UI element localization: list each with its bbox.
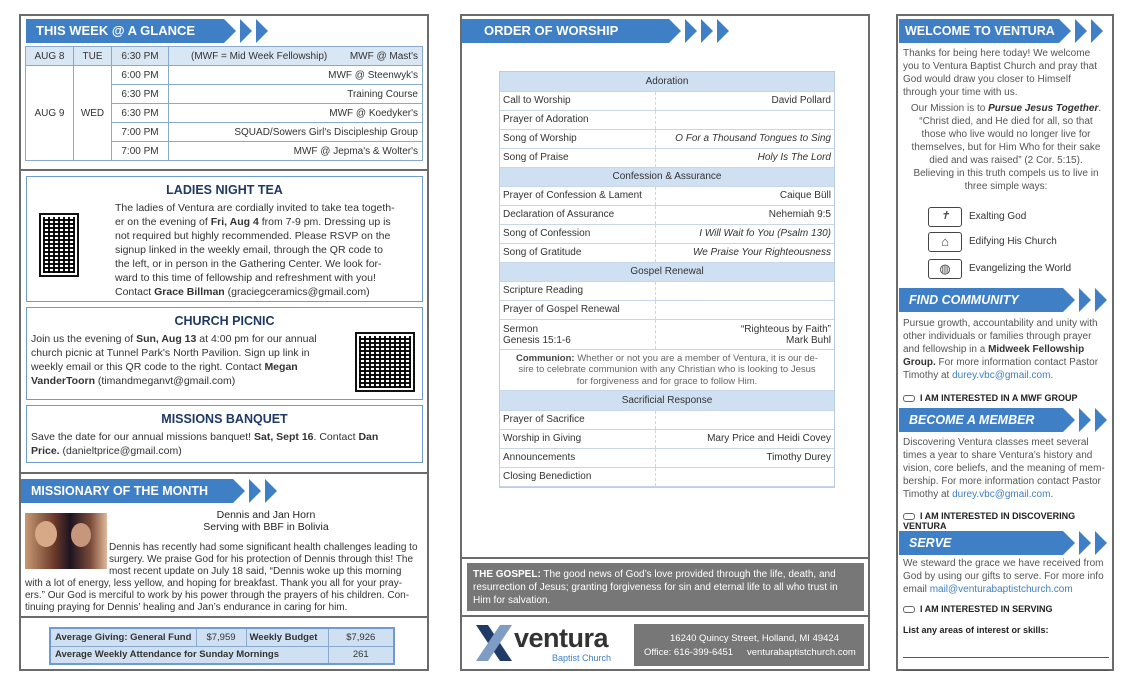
element-label: Prayer of Adoration	[500, 110, 655, 129]
ladies-tea-text	[115, 201, 420, 299]
text-span: at 4:00 pm for our annual	[196, 333, 317, 345]
contact-name: Dan	[358, 431, 379, 443]
time-cell: 6:00 PM	[112, 66, 169, 85]
ladies-tea-title: LADIES NIGHT TEA	[166, 183, 283, 197]
sermon-title: “Righteous by Faith”	[740, 323, 831, 335]
community-text	[903, 317, 1113, 382]
worship-title: ORDER OF WORSHIP	[484, 23, 619, 38]
text-span: For more information contact Pastor	[935, 357, 1099, 368]
text-line	[900, 102, 1112, 115]
table-row	[26, 47, 423, 66]
chevron-icon	[717, 19, 729, 43]
section-title: Confession & Assurance	[500, 167, 834, 186]
banquet-box	[26, 405, 423, 463]
missionary-name: Dennis and Jan Horn	[216, 509, 316, 521]
member-header	[899, 408, 1063, 432]
ventura-x-icon	[472, 621, 516, 665]
banquet-text	[31, 430, 416, 458]
chevron-icon	[233, 479, 245, 503]
logo-wordmark: ventura	[514, 623, 609, 653]
qr-code-icon[interactable]	[355, 332, 415, 392]
text-line: with a lot of energy, less yellow, and hoping for breakfast. Thank you all for your pray-	[25, 578, 403, 589]
worship-table	[500, 72, 834, 320]
picnic-title: CHURCH PICNIC	[174, 314, 275, 328]
text-span: from 7-9 pm. Dressing up is	[258, 216, 391, 228]
text-span: er on the evening of	[115, 216, 211, 228]
communion-note	[500, 350, 834, 392]
mwf-interest-checkbox[interactable]	[903, 393, 1078, 403]
worship-row	[500, 429, 834, 448]
middle-panel	[460, 14, 870, 671]
event-cell: MWF @ Steenwyk's	[169, 66, 423, 85]
chevron-icon	[1059, 19, 1071, 43]
text-span: . Contact	[313, 431, 359, 443]
time-cell: 6:30 PM	[112, 104, 169, 123]
text-line	[903, 583, 1113, 596]
email-link[interactable]: durey.vbc@gmail.com	[952, 370, 1051, 381]
missionary-text	[25, 542, 425, 614]
text-line: signup linked in the weekly email, through the QR code to	[115, 244, 383, 256]
checkbox-icon[interactable]	[903, 606, 915, 613]
worship-row	[500, 224, 834, 243]
member-title: BECOME A MEMBER	[909, 413, 1035, 427]
text-line	[31, 430, 416, 444]
checkbox-label: I AM INTERESTED IN A MWF GROUP	[920, 393, 1078, 403]
element-label: Closing Benediction	[500, 467, 655, 486]
text-line: ward to this time of fellowship and refreshment with you!	[115, 272, 376, 284]
worship-order	[499, 71, 835, 488]
contact-email: (graciegceramics@gmail.com)	[224, 286, 370, 298]
worship-row	[500, 129, 834, 148]
stat-value: $7,926	[328, 628, 394, 646]
sermon-row	[500, 320, 834, 350]
text-span: Our Mission is to	[910, 103, 989, 114]
text-line	[903, 369, 1113, 382]
serve-header	[899, 531, 1063, 555]
chevron-icon	[1079, 288, 1091, 312]
chevron-icon	[1063, 531, 1075, 555]
element-label: Prayer of Confession & Lament	[500, 186, 655, 205]
divider	[462, 557, 868, 559]
contact-name: Price.	[31, 445, 60, 457]
text-line: other individuals or families through prayer	[903, 331, 1092, 342]
element-detail: David Pollard	[655, 91, 834, 110]
text-line: most recent update on July 18 said, “Dennis woke up this morning	[109, 566, 402, 577]
text-span: weekly email or this QR code to the right. Contact	[31, 361, 265, 373]
text-line	[473, 568, 858, 581]
element-label: Worship in Giving	[500, 429, 655, 448]
text-line	[903, 356, 1113, 369]
section-header-row	[500, 167, 834, 186]
event-date: Sat, Sept 16	[253, 431, 314, 443]
serve-title: SERVE	[909, 536, 952, 550]
event-text: MWF @ Mast's	[349, 50, 418, 62]
table-row	[50, 646, 394, 664]
worship-header	[462, 19, 669, 43]
text-line: We steward the grace we have received from	[903, 558, 1104, 569]
banquet-title: MISSIONS BANQUET	[161, 412, 288, 426]
chevron-icon	[249, 479, 261, 503]
stat-label: Average Giving: General Fund	[50, 628, 196, 646]
text-span: Timothy at	[903, 370, 953, 381]
text-line: ers.” Our God is merciful to work by his power through the prayers of his children. Con-	[25, 590, 410, 601]
element-detail	[655, 110, 834, 129]
mission-text	[900, 102, 1112, 193]
email-link[interactable]: durey.vbc@gmail.com	[952, 489, 1051, 500]
church-logo[interactable]	[472, 621, 632, 667]
welcome-text	[903, 47, 1111, 99]
text-line: those who live would no longer live for	[921, 129, 1091, 140]
welcome-title: WELCOME TO VENTURA	[905, 24, 1055, 38]
worship-row	[500, 243, 834, 262]
text-line: times a year to share Ventura’s history and	[903, 450, 1093, 461]
text-line: tinuing praying for Dennis’ healing and Jan’s endurance in caring for him.	[25, 602, 348, 613]
address: 16240 Quincy Street, Holland, MI 49424	[670, 633, 839, 644]
text-line	[115, 215, 420, 229]
phone: Office: 616-399-6451	[644, 647, 734, 658]
text-line: The ladies of Ventura are cordially invited to take tea togeth-	[115, 202, 395, 214]
contact-name: VanderToorn	[31, 375, 95, 387]
text-span: Join us the evening of	[31, 333, 137, 345]
worship-row	[500, 410, 834, 429]
way-label: Evangelizing the World	[969, 263, 1072, 274]
serving-interest-checkbox[interactable]	[903, 604, 1053, 614]
right-panel	[896, 14, 1114, 671]
gospel-box	[467, 563, 864, 611]
element-label: Scripture Reading	[500, 281, 655, 300]
text-line: through your time with us.	[903, 87, 1018, 98]
divider	[21, 616, 427, 618]
text-line: themselves, but for Him Who for their sake	[911, 142, 1101, 153]
text-line: Him for salvation.	[473, 595, 551, 606]
text-line: you to Ventura Baptist Church and pray that	[903, 61, 1098, 72]
chevron-icon	[1063, 288, 1075, 312]
element-label: Announcements	[500, 448, 655, 467]
element-label: Declaration of Assurance	[500, 205, 655, 224]
section-title: Gospel Renewal	[500, 262, 834, 281]
element-detail	[655, 410, 834, 429]
text-span: email	[903, 584, 930, 595]
missionary-title: MISSIONARY OF THE MONTH	[31, 484, 209, 498]
event-cell: MWF @ Koedyker's	[169, 104, 423, 123]
chevron-icon	[1095, 408, 1107, 432]
chevron-icon	[265, 479, 277, 503]
text-line	[31, 444, 416, 458]
element-detail: Nehemiah 9:5	[655, 205, 834, 224]
chevron-icon	[1075, 19, 1087, 43]
element-detail: Timothy Durey	[655, 448, 834, 467]
text-line: surgery. We praise God for his protection of Dennis through this! The	[109, 554, 414, 565]
section-header-row	[500, 391, 834, 410]
text-line	[903, 488, 1113, 501]
element-detail	[655, 467, 834, 486]
table-row	[26, 66, 423, 85]
chevron-icon	[240, 19, 252, 43]
text-line: the left, or in person in the Gathering Center. We look for-	[115, 258, 382, 270]
text-line: Thanks for being here today! We welcome	[903, 48, 1091, 59]
element-label: Song of Worship	[500, 129, 655, 148]
checkbox-label: I AM INTERESTED IN DISCOVERING VENTURA	[903, 511, 1076, 531]
contact-email: (timandmeganvt@gmail.com)	[94, 375, 236, 387]
worship-row	[500, 448, 834, 467]
stat-value: $7,959	[196, 628, 246, 646]
element-detail: We Praise Your Righteousness	[655, 243, 834, 262]
way-label: Exalting God	[969, 211, 1027, 222]
chevron-icon	[1079, 408, 1091, 432]
glance-title: THIS WEEK @ A GLANCE	[36, 23, 196, 38]
highlight: Midweek Fellowship	[988, 344, 1085, 355]
stat-value: 261	[328, 646, 394, 664]
text-span: Save the date for our annual missions banquet!	[31, 431, 254, 443]
logo-subtitle: Baptist Church	[552, 653, 612, 663]
section-header-row	[500, 72, 834, 91]
worship-row	[500, 148, 834, 167]
sermon-preacher: Mark Buhl	[785, 334, 831, 346]
element-detail: Caique Büll	[655, 186, 834, 205]
divider	[462, 615, 868, 617]
worship-row	[500, 205, 834, 224]
contact-email: (danieltprice@gmail.com)	[59, 445, 182, 457]
chevron-icon	[256, 19, 268, 43]
chevron-icon	[1091, 19, 1103, 43]
checkbox-icon[interactable]	[903, 513, 915, 520]
event-cell: Training Course	[169, 85, 423, 104]
ladies-tea-box	[26, 176, 423, 302]
section-header-row	[500, 262, 834, 281]
mission-statement: Pursue Jesus Together	[988, 103, 1099, 114]
stats-table	[49, 627, 395, 665]
text-span: Whether or not you are a member of Ventura, it is our de-	[574, 352, 818, 364]
text-span: The good news of God’s love provided through the life, death, and	[540, 569, 836, 580]
picnic-text	[31, 332, 346, 388]
text-line: God by using our gifts to serve. For more info	[903, 571, 1104, 582]
communion-label: Communion:	[515, 352, 575, 364]
element-label: Song of Confession	[500, 224, 655, 243]
stat-label: Average Weekly Attendance for Sunday Mornings	[50, 646, 328, 664]
discover-interest-checkbox[interactable]	[903, 511, 1112, 531]
chevron-icon	[685, 19, 697, 43]
chevron-icon	[224, 19, 236, 43]
worship-table	[500, 391, 834, 487]
text-line: Dennis has recently had some significant health challenges leading to	[109, 542, 418, 553]
skills-input-line[interactable]	[903, 644, 1109, 658]
chevron-icon	[1095, 288, 1107, 312]
church-icon: ⌂	[928, 232, 962, 252]
checkbox-label: I AM INTERESTED IN SERVING	[920, 604, 1053, 614]
chevron-icon	[701, 19, 713, 43]
glance-table	[25, 46, 423, 161]
time-cell: 7:00 PM	[112, 142, 169, 161]
date-cell: AUG 8	[26, 47, 74, 66]
time-cell: 6:30 PM	[112, 47, 169, 66]
missionary-org: Serving with BBF in Bolivia	[203, 521, 329, 533]
element-detail: Holy Is The Lord	[655, 148, 834, 167]
element-detail: I Will Wait fo You (Psalm 130)	[655, 224, 834, 243]
element-label: Prayer of Sacrifice	[500, 410, 655, 429]
text-line: vision, core beliefs, and the meaning of mem-	[903, 463, 1105, 474]
element-label: Call to Worship	[500, 91, 655, 110]
email-link[interactable]: mail@venturabaptistchurch.com	[929, 584, 1073, 595]
text-line: resurrection of Jesus; granting forgiveness for sin and eternal life to all who trust in	[473, 582, 838, 593]
text-span: .	[1050, 489, 1054, 500]
time-cell: 7:00 PM	[112, 123, 169, 142]
mwf-note: (MWF = Mid Week Fellowship)	[191, 50, 328, 62]
skills-input-line[interactable]	[903, 657, 1109, 671]
text-span: .	[1098, 103, 1102, 114]
text-span: Timothy at	[903, 489, 953, 500]
event-cell: SQUAD/Sowers Girl's Discipleship Group	[169, 123, 423, 142]
text-line: Discovering Ventura classes meet several	[903, 437, 1089, 448]
welcome-header	[899, 19, 1059, 43]
text-line: for forgiveness and for grace to follow Him.	[576, 375, 758, 387]
worship-row	[500, 281, 834, 300]
divider	[21, 472, 427, 474]
highlight: Group.	[903, 357, 936, 368]
text-line	[31, 360, 346, 374]
text-span: .	[1050, 370, 1054, 381]
text-line	[504, 353, 830, 365]
event-date: Sun, Aug 13	[136, 333, 197, 345]
element-detail	[655, 281, 834, 300]
event-cell: MWF @ Jepma's & Wolter's	[169, 142, 423, 161]
sermon-ref: Genesis 15:1-6	[503, 334, 571, 346]
text-line	[115, 285, 420, 299]
contact-box	[634, 624, 864, 666]
globe-icon: ◍	[928, 259, 962, 279]
text-line: three simple ways:	[964, 181, 1048, 192]
community-header	[899, 288, 1063, 312]
gospel-label: THE GOSPEL:	[473, 569, 541, 580]
text-line: “Christ died, and He died for all, so that	[919, 116, 1093, 127]
section-title: Sacrificial Response	[500, 391, 834, 410]
text-line: Believing in this truth compels us to live in	[913, 168, 1099, 179]
missionary-header	[21, 479, 233, 503]
section-title: Adoration	[500, 72, 834, 91]
community-title: FIND COMMUNITY	[909, 293, 1019, 307]
website-link[interactable]: venturabaptistchurch.com	[747, 647, 856, 658]
event-date: Fri, Aug 4	[210, 216, 259, 228]
chevron-icon	[669, 19, 681, 43]
text-line	[31, 374, 346, 388]
sermon-label: Sermon	[503, 323, 539, 335]
element-detail: Mary Price and Heidi Covey	[655, 429, 834, 448]
text-line: sire to celebrate communion with any Christian who is looking to Jesus	[518, 364, 816, 375]
member-text	[903, 436, 1113, 501]
worship-row	[500, 300, 834, 319]
text-line: church picnic at Tunnel Park's North Pavilion. Sign up link in	[31, 347, 310, 359]
text-line: Pursue growth, accountability and unity with	[903, 318, 1098, 329]
text-line: not required but highly recommended. Please RSVP on the	[115, 230, 391, 242]
event-cell	[169, 47, 423, 66]
text-line	[31, 332, 346, 346]
chevron-icon	[1095, 531, 1107, 555]
text-line: God would draw you closer to Himself	[903, 74, 1071, 85]
picnic-box	[26, 307, 423, 400]
element-detail	[655, 300, 834, 319]
date-cell: AUG 9	[26, 66, 74, 161]
divider	[21, 169, 427, 171]
contact-name: Megan	[264, 361, 298, 373]
text-line	[903, 343, 1113, 356]
checkbox-icon[interactable]	[903, 395, 915, 402]
left-panel	[19, 14, 429, 671]
exalting-icon: ✝︎	[928, 207, 962, 227]
time-cell: 6:30 PM	[112, 85, 169, 104]
worship-row	[500, 467, 834, 486]
text-line: died and was raised” (2 Cor. 5:15).	[929, 155, 1083, 166]
skills-label: List any areas of interest or skills:	[903, 625, 1049, 635]
stat-label: Weekly Budget	[246, 628, 328, 646]
day-cell: WED	[74, 66, 112, 161]
text-span: and fellowship in a	[903, 344, 989, 355]
worship-row	[500, 110, 834, 129]
chevron-icon	[1079, 531, 1091, 555]
table-row	[50, 628, 394, 646]
serve-text	[903, 557, 1113, 596]
text-span: Contact	[115, 286, 155, 298]
chevron-icon	[1063, 408, 1075, 432]
worship-row	[500, 186, 834, 205]
day-cell: TUE	[74, 47, 112, 66]
element-label: Song of Gratitude	[500, 243, 655, 262]
element-label: Song of Praise	[500, 148, 655, 167]
glance-header	[26, 19, 224, 43]
contact-name: Grace Billman	[154, 286, 225, 298]
text-line: bership. For more information contact Pastor	[903, 476, 1101, 487]
element-detail: O For a Thousand Tongues to Sing	[655, 129, 834, 148]
way-label: Edifying His Church	[969, 236, 1057, 247]
worship-row	[500, 91, 834, 110]
element-label: Prayer of Gospel Renewal	[500, 300, 655, 319]
qr-code-icon[interactable]	[39, 213, 79, 277]
